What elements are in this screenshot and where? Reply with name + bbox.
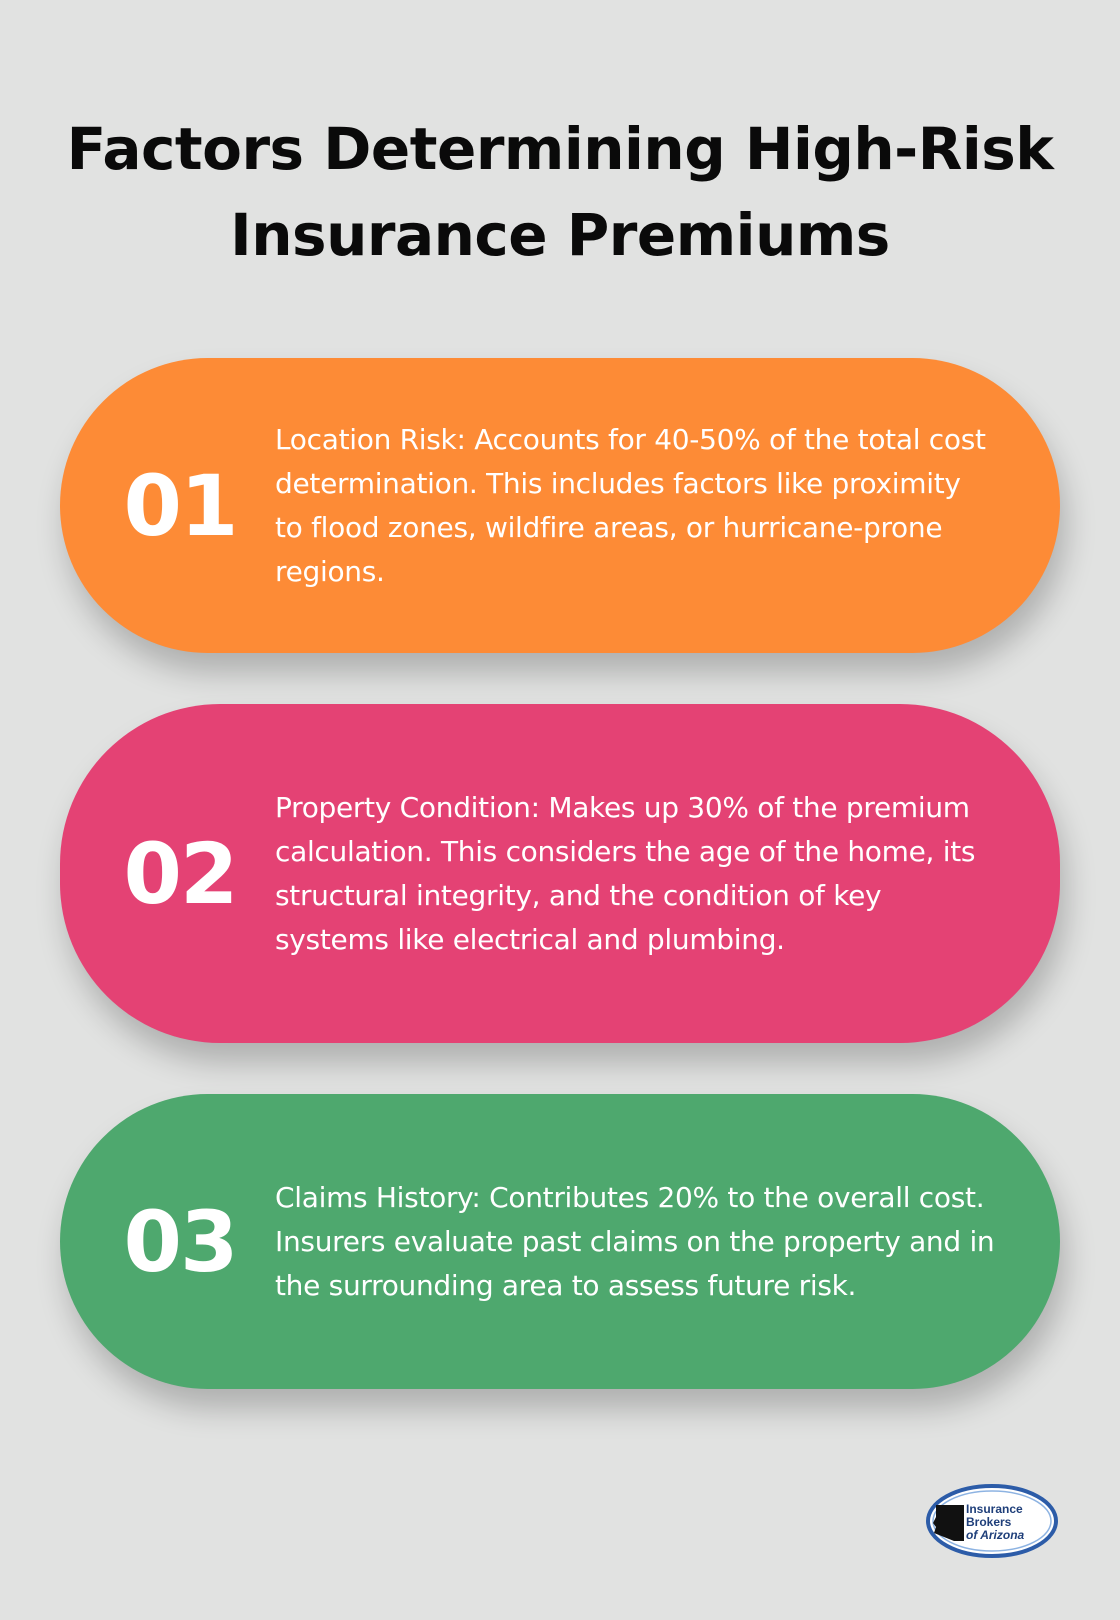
factor-description: Property Condition: Makes up 30% of the premium calculation. This considers the age of the home, its structural integrity, and the condition of key systems like electrical and plumbing. <box>275 790 976 956</box>
factor-number: 02 <box>123 824 237 923</box>
page-title <box>0 106 1120 278</box>
factor-description: Claims History: Contributes 20% to the overall cost. Insurers evaluate past claims on the property and in the surrounding area to assess future risk. <box>275 1180 995 1302</box>
title-line-2: Insurance Premiums <box>230 201 890 269</box>
factor-description-wrap <box>275 358 995 653</box>
factor-number: 03 <box>123 1192 237 1291</box>
company-logo <box>924 1483 1060 1559</box>
logo-text-line-2: Brokers <box>966 1515 1012 1529</box>
title-line-1: Factors Determining High-Risk <box>66 115 1054 183</box>
factor-card-location-risk <box>60 358 1060 653</box>
logo-text-line-3: of Arizona <box>966 1528 1025 1542</box>
factor-number: 01 <box>123 456 237 555</box>
factor-card-property-condition <box>60 704 1060 1043</box>
factor-description-wrap <box>275 704 995 1043</box>
factor-description-wrap <box>275 1094 995 1389</box>
logo-text-line-1: Insurance <box>966 1502 1023 1516</box>
factor-description: Location Risk: Accounts for 40-50% of the total cost determination. This includes factors like proximity to flood zones, wildfire areas, or hurricane-prone regions. <box>275 422 986 588</box>
factor-card-claims-history <box>60 1094 1060 1389</box>
